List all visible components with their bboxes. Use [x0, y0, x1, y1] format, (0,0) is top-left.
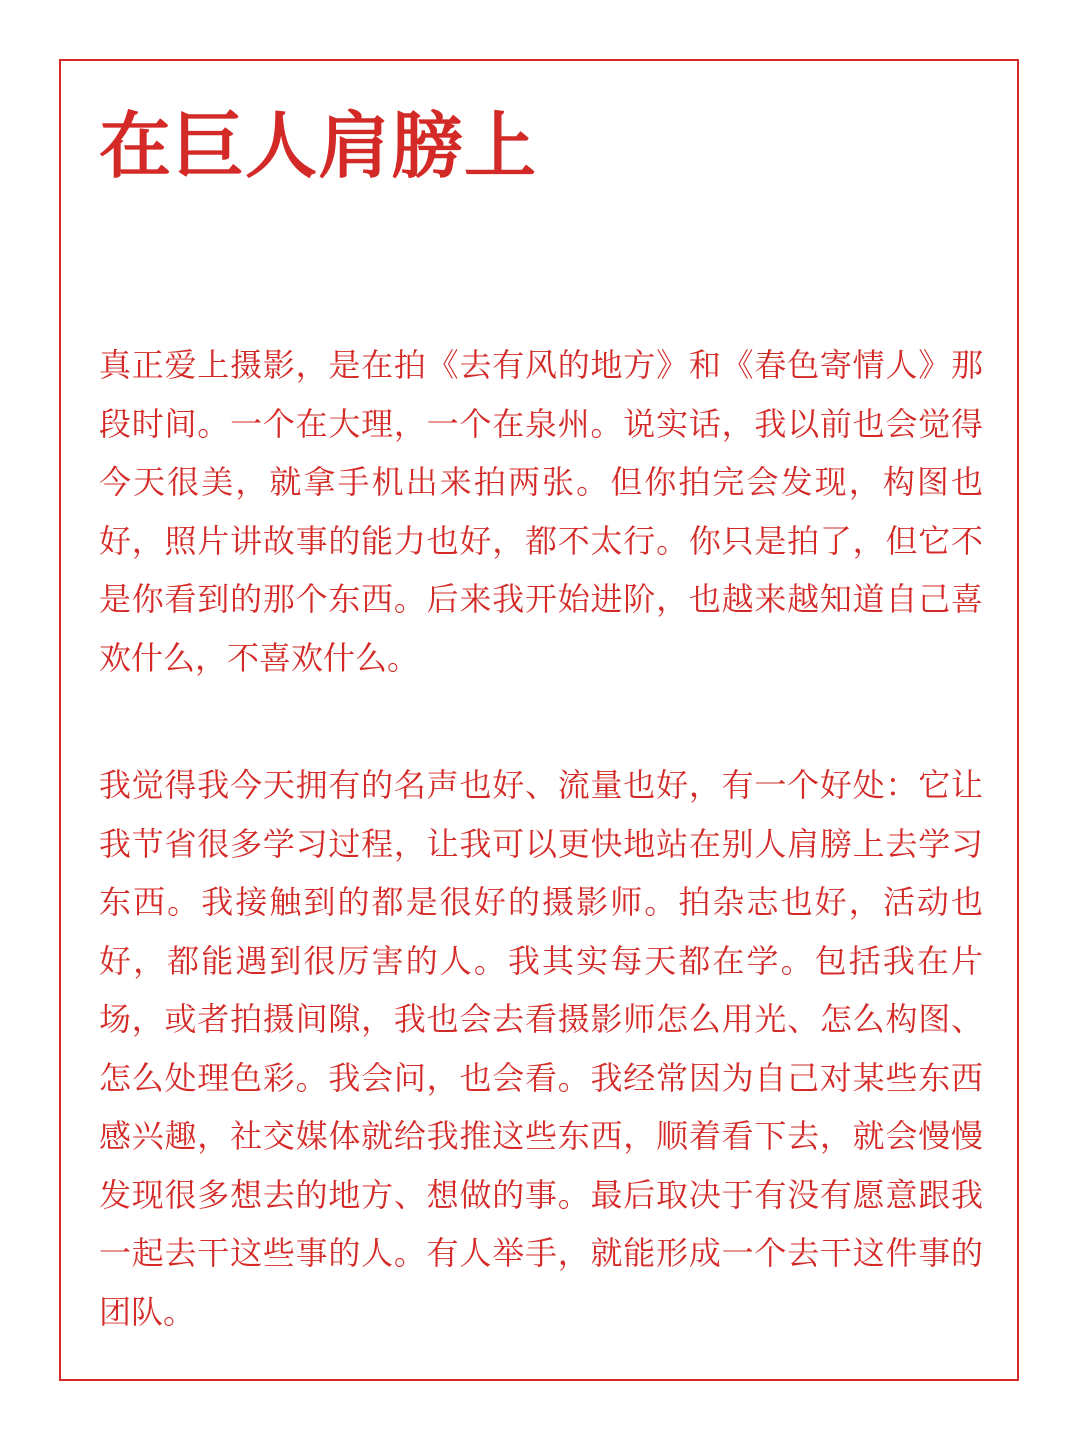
page-title: 在巨人肩膀上: [99, 104, 538, 188]
body-paragraph-2: 我觉得我今天拥有的名声也好、流量也好，有一个好处：它让我节省很多学习过程，让我可以更快地站在别人肩膀上去学习东西。我接触到的都是很好的摄影师。拍杂志也好，活动也好，都能遇到很厉害的人。我其实每天都在学。包括我在片场，或者拍摄间隙，我也会去看摄影师怎么用光、怎么构图、怎么处理色彩。我会问，也会看。我经常因为自己对某些东西感兴趣，社交媒体就给我推这些东西，顺着看下去，就会慢慢发现很多想去的地方、想做的事。最后取决于有没有愿意跟我一起去干这些事的人。有人举手，就能形成一个去干这件事的团队。: [99, 766, 983, 1331]
body-paragraph-1: 真正爱上摄影，是在拍《去有风的地方》和《春色寄情人》那段时间。一个在大理，一个在泉州。说实话，我以前也会觉得今天很美，就拿手机出来拍两张。但你拍完会发现，构图也好，照片讲故事的能力也好，都不太行。你只是拍了，但它不是你看到的那个东西。后来我开始进阶，也越来越知道自己喜欢什么，不喜欢什么。: [99, 346, 983, 677]
